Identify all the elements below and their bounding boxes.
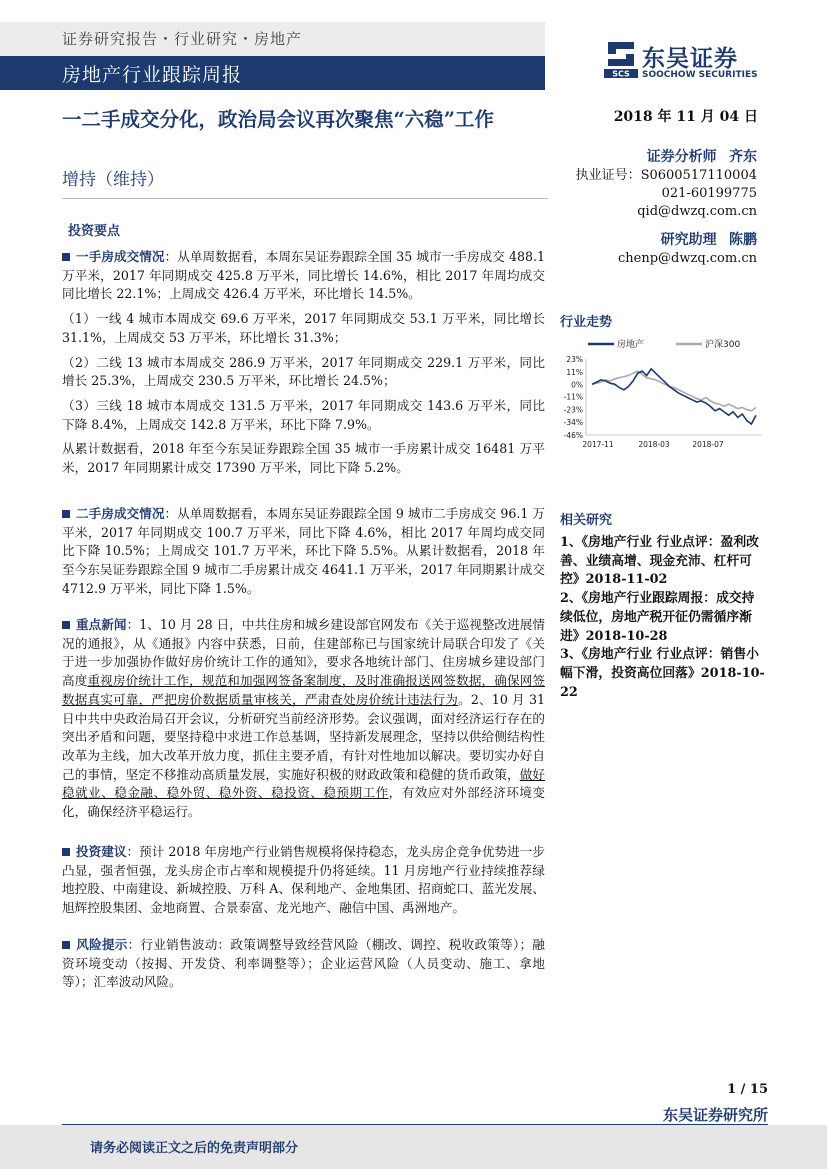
trend-chart: [552, 337, 767, 457]
paragraph-second-hand: 二手房成交情况：从单周数据看，本周东吴证券跟踪全国 9 城市二手房成交 96.1 万平米，2017 年同期成交 100.7 万平米，同比下降 4.6%，相比 2017 年周均成交同比下降 10.5%；上周成交 101.7 万平米，环比下降 5.5%。从累计数据看，2018 年至今东吴证券跟踪全国 9 城市二手房累计成交 4641.1 万平米，2017 年同期累计成交 4712.9 万平米，同比下降 1.5%。: [62, 506, 545, 596]
paragraph-risk: 风险提示：行业销售波动：政策调整导致经营风险（棚改、调控、税收政策等）；融资环境变动（按揭、开发贷、利率调整等）；企业运营风险（人员变动、施工、拿地等）；汇率波动风险。: [62, 937, 546, 990]
analyst-role: 证券分析师: [646, 149, 717, 165]
bullet-icon: [62, 621, 70, 629]
analyst-block: [560, 148, 757, 268]
x-tick-label: 2018-03: [638, 440, 670, 449]
logo-mark-text: SCS: [612, 69, 630, 78]
report-title: 一二手成交分化，政治局会议再次聚焦“六稳”工作: [62, 108, 494, 131]
bullet-icon: [62, 253, 70, 261]
bullet-icon: [62, 510, 70, 518]
institute-name: 东吴证券研究所: [662, 1106, 768, 1124]
related-item[interactable]: 3、《房地产行业 行业点评：销售小幅下滑，投资高位回落》2018-10-22: [560, 647, 765, 700]
chart-legend: [588, 338, 740, 350]
analyst-email[interactable]: qid@dwzq.com.cn: [637, 204, 757, 219]
series-line-沪深300: [592, 371, 756, 411]
legend-label: 房地产: [617, 340, 645, 350]
paragraph-news: 重点新闻：1、10 月 28 日，中共住房和城乡建设部官网发布《关于巡视整改进展情况的通报》，从《通报》内容中获悉，日前，住建部称已与国家统计局联合印发了《关于进一步加强协作做好房价统计工作的通知》，要求各地统计部门、住房城乡建设部门高度重视房价统计工作，规范和加强网签备案制度，及时准确报送网签数据，确保网签数据真实可靠，严把房价数据质量审核关，严肃查处房价统计违法行为。2、10 月 31 日中共中央政治局召开会议，分析研究当前经济形势。会议强调，面对经济运行存在的突出矛盾和问题，要坚持稳中求进工作总基调，坚持新发展理念，坚持以供给侧结构性改革为主线，加大改革开放力度，抓住主要矛盾，有针对性地加以解决。要切实办好自己的事情，坚定不移推动高质量发展，实施好积极的财政政策和稳健的货币政策，做好稳就业、稳金融、稳外贸、稳外资、稳投资、稳预期工作，有效应对外部经济环境变化，确保经济平稳运行。: [62, 617, 546, 820]
y-tick-label: -23%: [563, 405, 583, 415]
logo-cn: 东吴证券: [642, 46, 738, 72]
analyst-phone: 021-60199775: [661, 186, 757, 201]
related-list: [560, 534, 765, 702]
paragraph-tier3: （3）三线 18 城市本周成交 131.5 万平米，2017 年同期成交 143.6 万平米，同比下降 8.4%，上周成交 142.8 万平米，环比下降 7.9%。: [62, 397, 545, 432]
disclaimer: 请务必阅读正文之后的免责声明部分: [90, 1141, 299, 1156]
assistant-name: 陈鹏: [729, 232, 757, 248]
analyst-name: 齐东: [729, 149, 757, 165]
paragraph-tier1: （1）一线 4 城市本周成交 69.6 万平米，2017 年同期成交 53.1 万平米，同比增长 31.1%，上周成交 53 万平米，环比增长 31.3%；: [62, 311, 545, 345]
paragraph-cumulative: 从累计数据看，2018 年至今东吴证券跟踪全国 35 城市一手房累计成交 16481 万平米，2017 年同期累计成交 17390 万平米，同比下降 5.2%。: [62, 441, 545, 476]
y-tick-label: -46%: [563, 431, 583, 440]
y-tick-label: 0%: [571, 380, 583, 390]
bullet-icon: [62, 941, 70, 949]
report-type: 房地产行业跟踪周报: [62, 64, 243, 86]
paragraph-investment: 投资建议：预计 2018 年房地产行业销售规模将保持稳态，龙头房企竞争优势进一步凸显，强者恒强，龙头房企市占率和规模提升仍将延续。11 月房地产行业持续推荐绿地控股、中南建设、新城控股、万科 A、保利地产、金地集团、招商蛇口、蓝光发展、旭辉控股集团、金地商置、合景泰富、龙光地产、融信中国、禹洲地产。: [62, 844, 545, 916]
analyst-license: 执业证号：S0600517110004: [575, 168, 757, 183]
report-date: 2018 年 11 月 04 日: [613, 109, 758, 125]
company-logo: [604, 40, 774, 84]
report-rating: 增持（维持）: [62, 170, 164, 190]
page-number: 1 / 15: [727, 1082, 768, 1097]
series-line-房地产: [592, 369, 756, 424]
trend-title: 行业走势: [560, 315, 613, 330]
paragraph-new-home: 一手房成交情况：从单周数据看，本周东吴证券跟踪全国 35 城市一手房成交 488.1 万平米，2017 年同期成交 425.8 万平米，同比增长 14.6%，相比 2017 年周均成交同比增长 22.1%；上周成交 426.4 万平米，环比增长 14.5%。 （1）一线 4 城市本周成交 69.6 万平米，2017 年同期成交 53.1 万平米，同比增长 31.1%，上周成交 53 万平米，环比增长 31.3%； （2）二线 13 城市本周成交 286.9 万平米，2017 年同期成交 229.1 万平米，同比增长 25.3%，上周成交 230.5 万平米，环比增长 24.5%； （3）三线 18 城市本周成交 131.5 万平米，2017 年同期成交 143.6 万平米，同比下降 8.4%，上周成交 142.8 万平米，环比下降 7.9%。 从累计数据看，2018 年至今东吴证券跟踪全国 35 城市一手房累计成交 16481 万平米，2017 年同期累计成交 17390 万平米，同比下降 5.2%。: [62, 248, 545, 478]
logo-mark-icon: [604, 40, 638, 78]
breadcrumb: 证券研究报告・行业研究・房地产: [62, 30, 303, 48]
paragraph-tier2: （2）二线 13 城市本周成交 286.9 万平米，2017 年同期成交 229.1 万平米，同比增长 25.3%，上周成交 230.5 万平米，环比增长 24.5%；: [62, 354, 545, 389]
logo-en: SOOCHOW SECURITIES: [642, 70, 758, 80]
x-tick-label: 2018-07: [692, 440, 724, 449]
related-item[interactable]: 2、《房地产行业跟踪周报：成交持续低位，房地产税开征仍需循序渐进》2018-10-28: [560, 591, 755, 644]
assistant-email[interactable]: chenp@dwzq.com.cn: [617, 251, 757, 266]
legend-label: 沪深300: [705, 340, 741, 350]
y-tick-label: 23%: [566, 355, 583, 364]
related-title: 相关研究: [560, 513, 613, 528]
y-tick-label: 11%: [566, 368, 583, 378]
related-item[interactable]: 1、《房地产行业 行业点评：盈利改善、业绩高增、现金充沛、杠杆可控》2018-11-02: [560, 535, 759, 588]
footer-bar: [0, 1125, 827, 1169]
assistant-role: 研究助理: [660, 232, 717, 248]
bullet-icon: [62, 848, 70, 856]
breadcrumb-bar: [0, 22, 545, 56]
x-tick-label: 2017-11: [582, 440, 614, 449]
report-type-bar: [0, 56, 545, 90]
y-tick-label: -11%: [563, 392, 583, 402]
y-tick-label: -34%: [563, 417, 583, 427]
divider: [62, 198, 548, 199]
section-title: 投资要点: [68, 224, 121, 239]
